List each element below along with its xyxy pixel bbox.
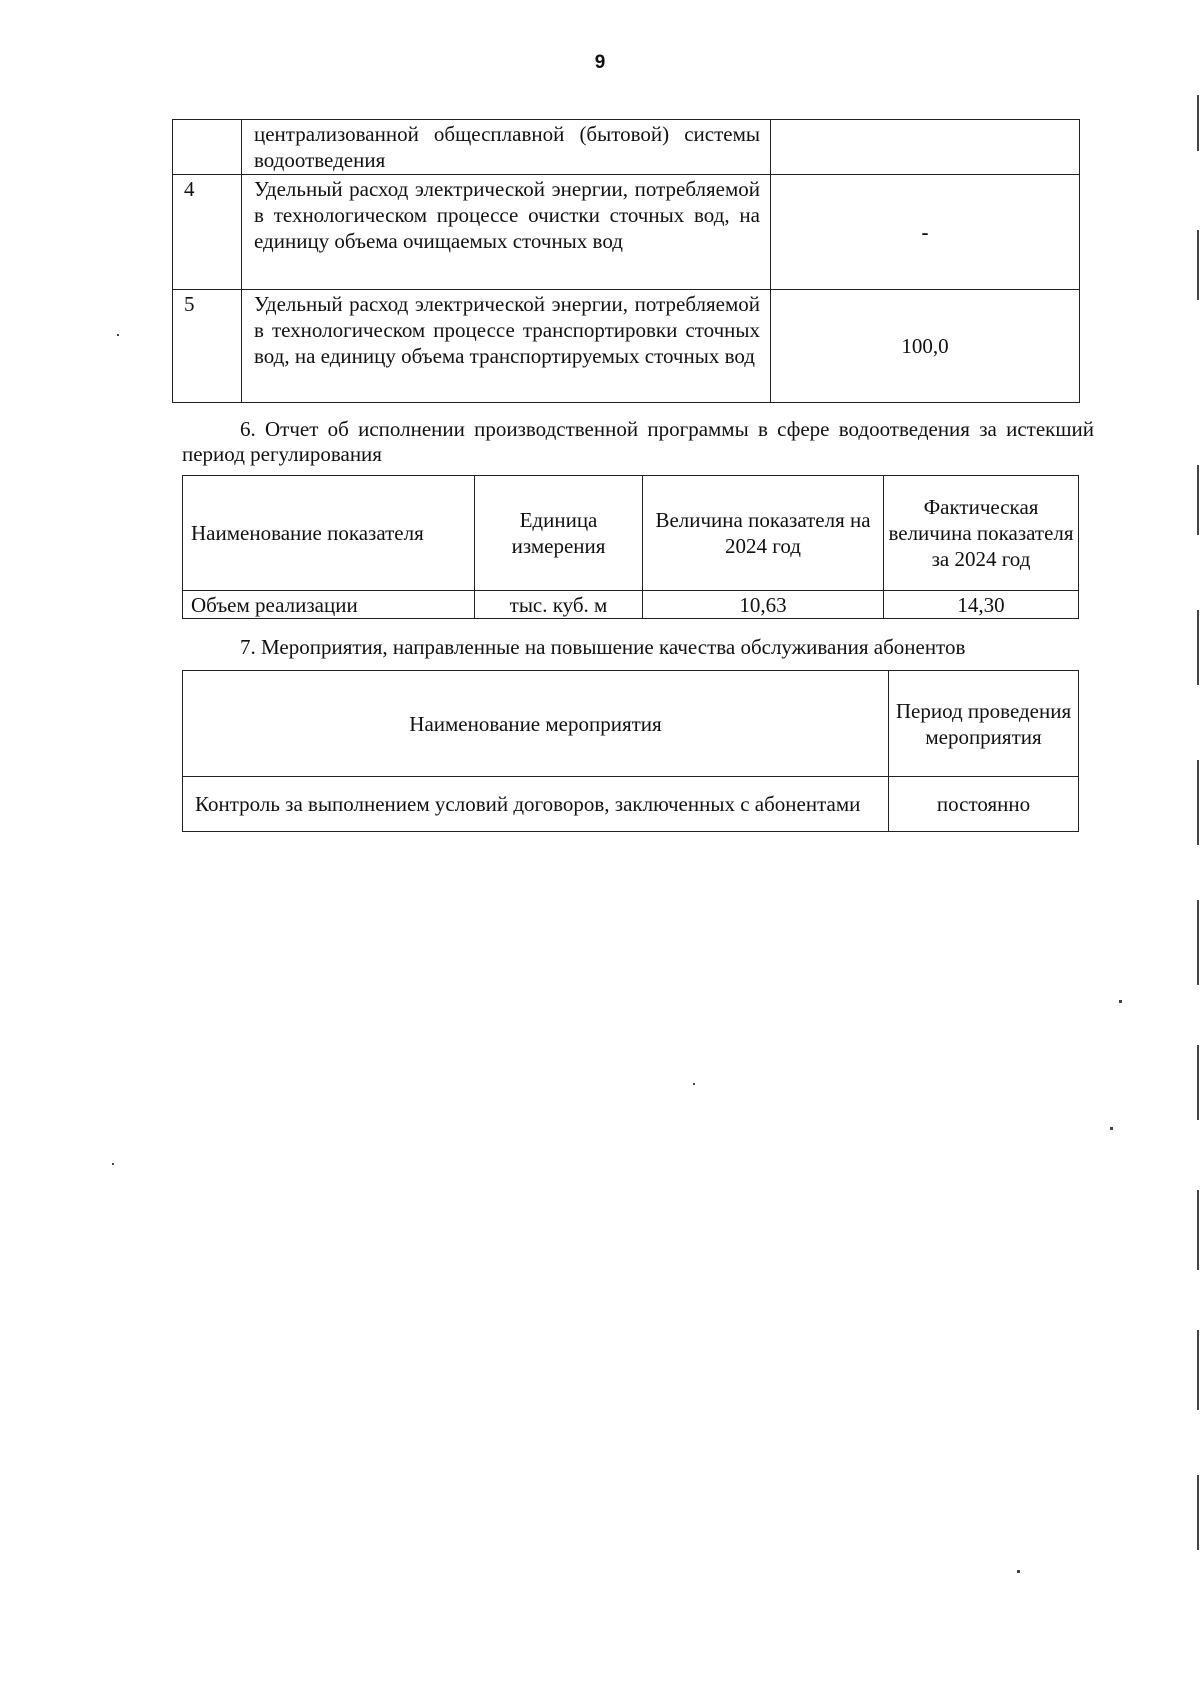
- section-7-title: 7. Мероприятия, направленные на повышение качества обслуживания абонентов: [240, 635, 966, 659]
- indicator-name-cell: Объем реализации: [183, 591, 475, 619]
- table-header-row: [183, 476, 1079, 591]
- indicator-value-cell: -: [771, 175, 1080, 290]
- scan-edge-line: [1197, 900, 1199, 985]
- section-6-title: 6. Отчет об исполнении производственной программы в сфере водоотведения за истекший период регулирования: [182, 417, 1094, 466]
- planned-value-cell: 10,63: [643, 591, 884, 619]
- scan-edge-line: [1197, 465, 1199, 535]
- program-report-table: [182, 475, 1079, 619]
- row-number-cell: 5: [173, 290, 242, 403]
- page-number: 9: [594, 52, 606, 73]
- table-row: [183, 777, 1079, 832]
- table-row: [173, 120, 1080, 175]
- indicator-name-cell: Удельный расход электрической энергии, потребляемой в технологическом процессе очистки сточных вод, на единицу объема очищаемых сточных вод: [242, 175, 771, 290]
- scan-speck: [1017, 1570, 1020, 1573]
- scan-edge-line: [1197, 95, 1199, 151]
- header-planned-value: Величина показателя на 2024 год: [643, 476, 884, 591]
- indicators-table: [172, 119, 1080, 403]
- header-measure-name: Наименование мероприятия: [183, 671, 889, 777]
- indicator-name-cell: централизованной общесплавной (бытовой) системы водоотведения: [242, 120, 771, 175]
- scan-edge-line: [1197, 1475, 1199, 1550]
- scan-edge-line: [1197, 1190, 1199, 1270]
- indicator-value-cell: 100,0: [771, 290, 1080, 403]
- scan-edge-line: [1197, 760, 1199, 845]
- period-cell: постоянно: [889, 777, 1079, 832]
- table-row: [173, 290, 1080, 403]
- unit-cell: тыс. куб. м: [475, 591, 643, 619]
- indicator-value-cell: [771, 120, 1080, 175]
- row-number-cell: [173, 120, 242, 175]
- table-row: [173, 175, 1080, 290]
- header-period: Период проведения мероприятия: [889, 671, 1079, 777]
- scan-edge-line: [1197, 1045, 1199, 1120]
- actual-value-cell: 14,30: [884, 591, 1079, 619]
- measures-table: [182, 670, 1079, 832]
- table-header-row: [183, 671, 1079, 777]
- header-actual-value: Фактическая величина показателя за 2024 год: [884, 476, 1079, 591]
- scan-edge-line: [1197, 230, 1199, 300]
- measure-name-cell: Контроль за выполнением условий договоров, заключенных с абонентами: [183, 777, 889, 832]
- scan-edge-line: [1197, 610, 1199, 685]
- header-indicator-name: Наименование показателя: [183, 476, 475, 591]
- header-unit: Единица измерения: [475, 476, 643, 591]
- indicator-name-cell: Удельный расход электрической энергии, потребляемой в технологическом процессе транспортировки сточных вод, на единицу объема транспортируемых сточных вод: [242, 290, 771, 403]
- scan-speck: [117, 334, 119, 336]
- scan-speck: [1110, 1127, 1113, 1130]
- scan-speck: [693, 1083, 695, 1085]
- row-number-cell: 4: [173, 175, 242, 290]
- scan-speck: [112, 1163, 114, 1165]
- table-row: [183, 591, 1079, 619]
- scan-edge-line: [1197, 1330, 1199, 1410]
- scan-speck: [1119, 1000, 1122, 1003]
